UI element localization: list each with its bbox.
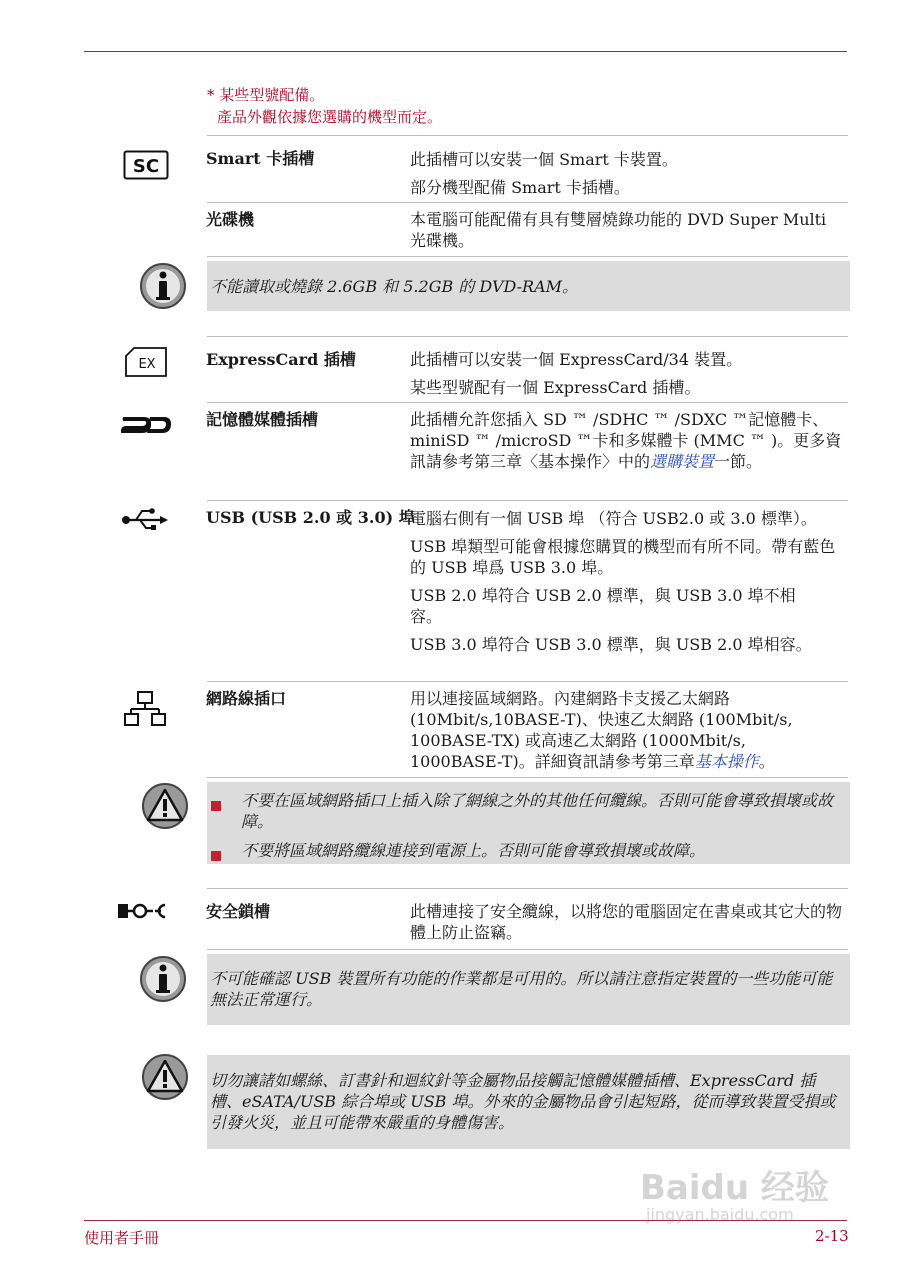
model-note-line2: 產品外觀依據您選購的機型而定。 xyxy=(217,108,443,126)
lan-caution-2-text: 不要將區域網路纜線連接到電源上。否則可能會導致損壞或故障。 xyxy=(241,841,706,860)
memory-desc-text: 此插槽允許您插入 SD ™ /SDHC ™ /SDXC ™記憶體卡、miniSD ™ /microSD ™卡和多媒體卡 (MMC ™ )。更多資訊請參考第三章〈基本操作〉中的 xyxy=(410,410,842,471)
footer-page-number: 2-13 xyxy=(815,1227,849,1245)
bullet-icon xyxy=(211,851,221,861)
divider xyxy=(207,135,848,136)
smart-card-icon-text: SC xyxy=(132,156,160,177)
divider xyxy=(207,777,848,778)
caution-icon xyxy=(140,1054,190,1100)
expresscard-desc-1: 此插槽可以安裝一個 ExpressCard/34 裝置。 xyxy=(410,350,743,369)
lan-jack-label: 網路線插口 xyxy=(206,689,287,708)
divider xyxy=(207,202,848,203)
memory-desc-suffix: 一節。 xyxy=(714,452,763,471)
divider xyxy=(207,256,848,257)
usb-info-note xyxy=(207,954,850,1025)
smart-card-desc-2: 部分機型配備 Smart 卡插槽。 xyxy=(410,178,630,197)
lan-jack-desc xyxy=(410,688,832,772)
info-icon xyxy=(139,955,187,1003)
optional-devices-link[interactable]: 選購裝置 xyxy=(650,452,715,471)
bullet-icon xyxy=(211,801,221,811)
dvd-ram-note-text: 不能讀取或燒錄 2.6GB 和 5.2GB 的 DVD-RAM。 xyxy=(210,277,579,296)
model-note-line1: * 某些型號配備。 xyxy=(207,86,325,104)
watermark-logo: Baidu 经验 xyxy=(640,1168,829,1208)
divider xyxy=(207,336,848,337)
smart-card-icon xyxy=(123,150,169,180)
optical-drive-desc: 本電腦可能配備有具有雙層燒錄功能的 DVD Super Multi 光碟機。 xyxy=(410,210,827,250)
lan-jack-icon xyxy=(124,690,166,728)
usb-port-label: USB (USB 2.0 或 3.0) 埠 xyxy=(206,508,415,527)
usb-desc-3: USB 2.0 埠符合 USB 2.0 標準，與 USB 3.0 埠不相容。 xyxy=(410,586,796,626)
security-lock-slot-desc: 此槽連接了安全纜線，以將您的電腦固定在書桌或其它大的物體上防止盜竊。 xyxy=(410,902,843,942)
lan-caution-note xyxy=(207,782,850,864)
lan-caution-1-text: 不要在區域網路插口上插入除了網線之外的其他任何纜線。否則可能會導致損壞或故障。 xyxy=(241,791,834,831)
usb-icon xyxy=(120,507,170,531)
info-icon xyxy=(139,262,187,310)
header-rule xyxy=(84,51,847,52)
smart-card-desc-1: 此插槽可以安裝一個 Smart 卡裝置。 xyxy=(410,150,678,169)
usb-port-desc xyxy=(410,508,836,655)
optical-drive-label: 光碟機 xyxy=(206,210,255,229)
basic-operations-link[interactable]: 基本操作 xyxy=(694,752,759,771)
expresscard-icon-text: EX xyxy=(138,357,156,372)
metal-caution-note-text: 切勿讓諸如螺絲、訂書針和迴紋針等金屬物品接觸記憶體媒體插槽、ExpressCard 插槽、eSATA/USB 綜合埠或 USB 埠。外來的金屬物品會引起短路，從而導致裝置受損或引發火災，並且可能帶來嚴重的身體傷害。 xyxy=(210,1071,836,1132)
dvd-ram-note xyxy=(207,261,850,311)
watermark-url: jingyan.baidu.com xyxy=(646,1205,794,1224)
expresscard-slot-desc xyxy=(410,349,850,398)
memory-media-slot-label: 記憶體媒體插槽 xyxy=(206,410,319,429)
usb-info-note-text: 不可能確認 USB 裝置所有功能的作業都是可用的。所以請注意指定裝置的一些功能可能無法正常運行。 xyxy=(210,969,833,1009)
smart-card-slot-label: Smart 卡插槽 xyxy=(206,149,315,168)
footer-rule xyxy=(84,1220,847,1221)
caution-icon xyxy=(140,783,190,829)
expresscard-icon xyxy=(124,346,168,378)
divider xyxy=(207,402,848,403)
sd-card-icon xyxy=(120,413,172,435)
footer-manual-title: 使用者手冊 xyxy=(84,1229,160,1247)
security-lock-icon xyxy=(117,901,175,921)
metal-caution-note xyxy=(207,1055,850,1149)
lan-desc-text: 用以連接區域網路。內建網路卡支援乙太網路 (10Mbit/s,10BASE-T)、快速乙太網路 (100Mbit/s, 100BASE-TX) 或高速乙太網路 (1000Mbit/s, 1000BASE-T)。詳細資訊請參考第三章 xyxy=(410,689,793,771)
lan-caution-item-2 xyxy=(211,840,841,861)
lan-caution-item-1 xyxy=(211,790,841,832)
divider xyxy=(207,681,848,682)
memory-media-slot-desc xyxy=(410,409,842,472)
smart-card-slot-desc xyxy=(410,149,850,198)
usb-desc-1: 電腦右側有一個 USB 埠 （符合 USB2.0 或 3.0 標準）。 xyxy=(410,509,817,528)
expresscard-slot-label: ExpressCard 插槽 xyxy=(206,350,356,369)
usb-desc-4: USB 3.0 埠符合 USB 3.0 標準，與 USB 2.0 埠相容。 xyxy=(410,635,812,654)
lan-desc-suffix: 。 xyxy=(758,752,775,771)
divider xyxy=(207,949,848,950)
expresscard-desc-2: 某些型號配有一個 ExpressCard 插槽。 xyxy=(410,378,701,397)
security-lock-slot-label: 安全鎖槽 xyxy=(206,902,271,921)
divider xyxy=(207,500,848,501)
divider xyxy=(207,888,848,889)
usb-desc-2: USB 埠類型可能會根據您購買的機型而有所不同。帶有藍色的 USB 埠爲 USB 3.0 埠。 xyxy=(410,537,836,577)
